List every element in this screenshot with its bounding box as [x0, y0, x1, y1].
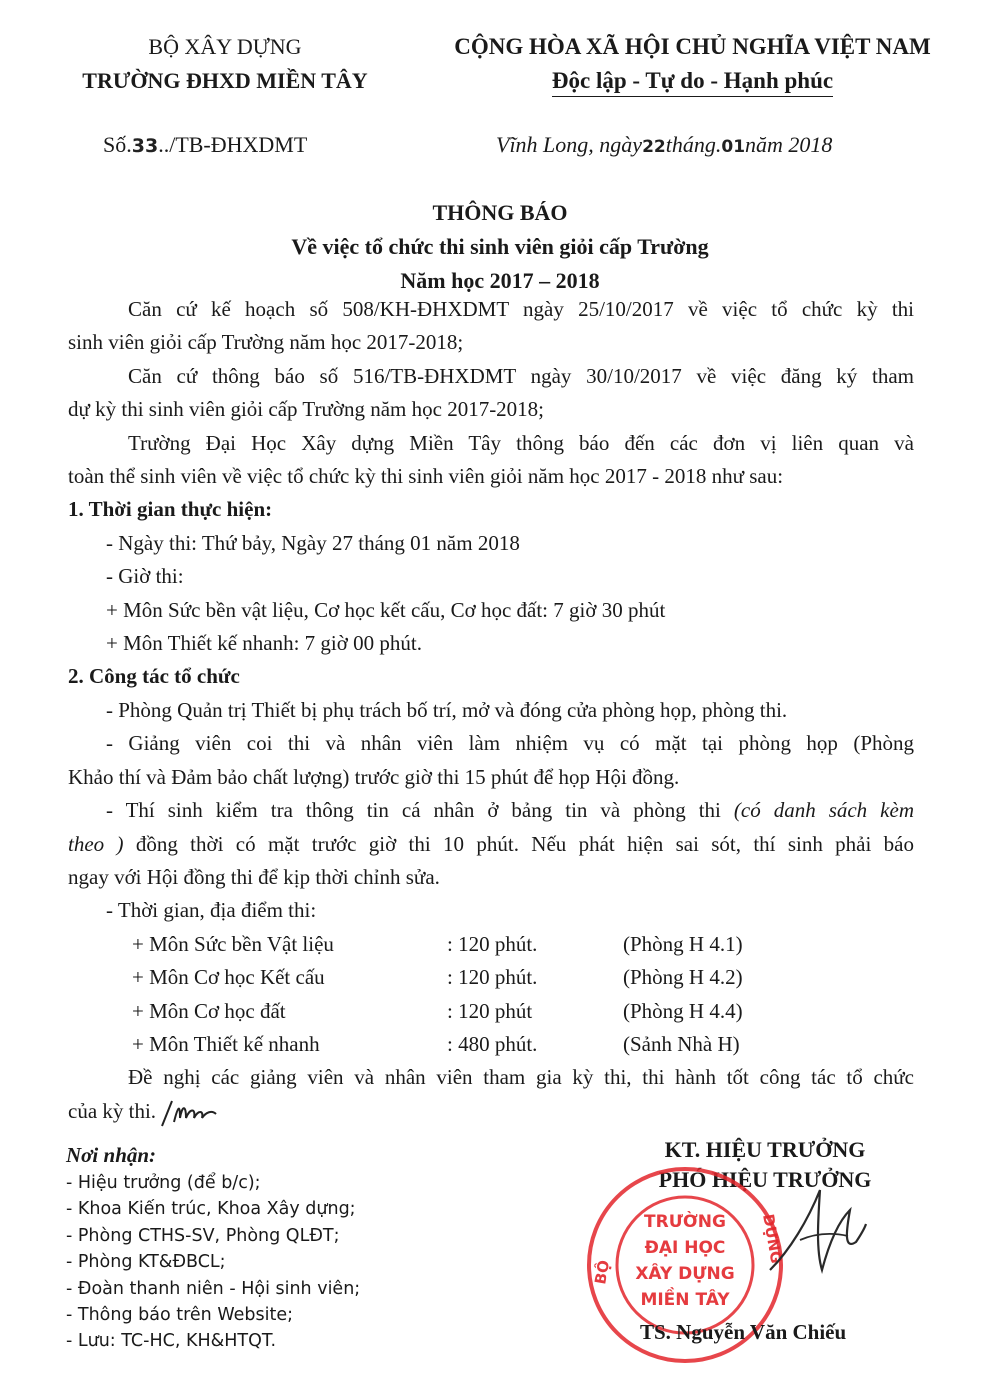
signature-line-2: PHÓ HIỆU TRƯỞNG — [658, 1167, 872, 1192]
month-word: tháng. — [665, 132, 722, 157]
seal-text: XÂY DỰNG — [635, 1264, 735, 1284]
seal-ring-text: DỰNG — [759, 1212, 785, 1265]
paragraph-line — [68, 794, 914, 827]
paragraph-line: dự kỳ thi sinh viên giỏi cấp Trường năm học 2017-2018; — [68, 397, 545, 422]
exam-duration: : 120 phút. — [447, 931, 538, 956]
paragraph-line: ngay với Hội đồng thi để kịp thời chỉnh sửa. — [68, 864, 440, 889]
seal-text: MIỀN TÂY — [640, 1290, 730, 1310]
text-run-italic: theo ) — [68, 831, 124, 856]
exam-row — [68, 961, 914, 994]
document-subject: Về việc tổ chức thi sinh viên giỏi cấp Trường — [291, 234, 709, 259]
list-item: - Ngày thi: Thứ bảy, Ngày 27 tháng 01 năm 2018 — [106, 530, 520, 555]
day-handwritten: 22 — [642, 137, 666, 157]
paragraph-line: Đề nghị các giảng viên và nhân viên tham gia kỳ thi, thi hành tốt công tác tổ chức — [128, 1065, 914, 1090]
list-item: - Giờ thi: — [106, 564, 184, 589]
exam-row — [68, 995, 914, 1028]
section-heading-1: 1. Thời gian thực hiện: — [68, 497, 273, 522]
exam-duration: : 120 phút — [447, 998, 533, 1023]
paragraph-line — [68, 828, 914, 861]
list-item: + Môn Thiết kế nhanh: 7 giờ 00 phút. — [106, 631, 422, 656]
paragraph-line: sinh viên giỏi cấp Trường năm học 2017-2018; — [68, 330, 464, 355]
school-name: TRƯỜNG ĐHXD MIỀN TÂY — [82, 68, 368, 93]
exam-subject: + Môn Cơ học Kết cấu — [132, 965, 325, 990]
seal-text: TRƯỜNG — [644, 1212, 726, 1232]
ministry-name: BỘ XÂY DỰNG — [148, 34, 302, 59]
academic-year: Năm học 2017 – 2018 — [400, 268, 600, 293]
exam-room: (Phòng H 4.2) — [623, 965, 743, 990]
exam-row — [68, 928, 914, 961]
exam-subject: + Môn Thiết kế nhanh — [132, 1031, 320, 1056]
signature-line-1: KT. HIỆU TRƯỞNG — [664, 1137, 866, 1162]
seal-text: ĐẠI HỌC — [644, 1238, 726, 1258]
national-motto: Độc lập - Tự do - Hạnh phúc — [552, 66, 833, 97]
recipient-item: - Phòng KT&ĐBCL; — [66, 1252, 226, 1273]
national-header — [415, 30, 970, 98]
paragraph-line — [68, 1095, 914, 1128]
exam-duration: : 120 phút. — [447, 965, 538, 990]
text-run-italic: (có danh sách kèm — [733, 798, 914, 823]
seal-ring-text: BỘ — [591, 1258, 614, 1286]
document-number — [103, 132, 307, 158]
place-date — [496, 132, 832, 158]
exam-room: (Sảnh Nhà H) — [623, 1031, 740, 1056]
title-block — [0, 196, 1000, 298]
section-heading-2: 2. Công tác tổ chức — [68, 664, 240, 689]
recipients-label: Nơi nhận: — [66, 1143, 157, 1167]
signer-name: TS. Nguyễn Văn Chiếu — [640, 1320, 847, 1344]
year-text: năm 2018 — [745, 132, 833, 157]
recipient-item: - Đoàn thanh niên - Hội sinh viên; — [66, 1278, 361, 1299]
recipients — [66, 1140, 360, 1355]
document-title: THÔNG BÁO — [432, 200, 568, 225]
list-item: - Thời gian, địa điểm thi: — [106, 898, 317, 923]
initials-mark — [158, 1098, 220, 1128]
paragraph-line: Khảo thí và Đảm bảo chất lượng) trước giờ thi 15 phút để họp Hội đồng. — [68, 764, 680, 789]
list-item: - Phòng Quản trị Thiết bị phụ trách bố trí, mở và đóng cửa phòng họp, phòng thi. — [106, 697, 788, 722]
exam-row — [68, 1028, 914, 1061]
paragraph-line: toàn thể sinh viên về việc tổ chức kỳ thi sinh viên giỏi năm học 2017 - 2018 như sau: — [68, 464, 784, 489]
paragraph-line: - Giảng viên coi thi và nhân viên làm nhiệm vụ có mặt tại phòng họp (Phòng — [106, 731, 914, 756]
text-run: - Thí sinh kiểm tra thông tin cá nhân ở bảng tin và phòng thi — [106, 798, 734, 823]
text-run: của kỳ thi. — [68, 1098, 157, 1123]
recipient-item: - Phòng CTHS-SV, Phòng QLĐT; — [66, 1225, 340, 1246]
recipient-item: - Khoa Kiến trúc, Khoa Xây dựng; — [66, 1199, 356, 1220]
number-suffix: ../TB-ĐHXDMT — [158, 132, 308, 157]
number-handwritten: 33 — [131, 135, 159, 157]
paragraph-line: Căn cứ thông báo số 516/TB-ĐHXDMT ngày 30/10/2017 về việc đăng ký tham — [128, 363, 914, 388]
nation-name: CỘNG HÒA XÃ HỘI CHỦ NGHĨA VIỆT NAM — [454, 34, 931, 59]
ministry-header — [60, 30, 390, 98]
place-prefix: Vĩnh Long, ngày — [496, 132, 643, 157]
document-body — [68, 293, 914, 1128]
text-run: đồng thời có mặt trước giờ thi 10 phút. Nếu phát hiện sai sót, thí sinh phải báo — [123, 831, 915, 856]
recipient-item: - Hiệu trưởng (để b/c); — [66, 1173, 261, 1193]
handwritten-signature — [760, 1180, 870, 1290]
paragraph-line: Trường Đại Học Xây dựng Miền Tây thông báo đến các đơn vị liên quan và — [128, 430, 914, 455]
recipient-item: - Thông báo trên Website; — [66, 1305, 293, 1326]
exam-room: (Phòng H 4.1) — [623, 931, 743, 956]
exam-room: (Phòng H 4.4) — [623, 998, 743, 1023]
month-handwritten: 01 — [721, 137, 746, 157]
exam-subject: + Môn Cơ học đất — [132, 998, 286, 1023]
number-prefix: Số. — [103, 132, 132, 157]
exam-subject: + Môn Sức bền Vật liệu — [132, 931, 334, 956]
exam-duration: : 480 phút. — [447, 1031, 538, 1056]
paragraph-line: Căn cứ kế hoạch số 508/KH-ĐHXDMT ngày 25/10/2017 về việc tổ chức kỳ thi — [128, 297, 914, 321]
list-item: + Môn Sức bền vật liệu, Cơ học kết cấu, Cơ học đất: 7 giờ 30 phút — [106, 597, 666, 622]
recipient-item: - Lưu: TC-HC, KH&HTQT. — [66, 1331, 277, 1352]
